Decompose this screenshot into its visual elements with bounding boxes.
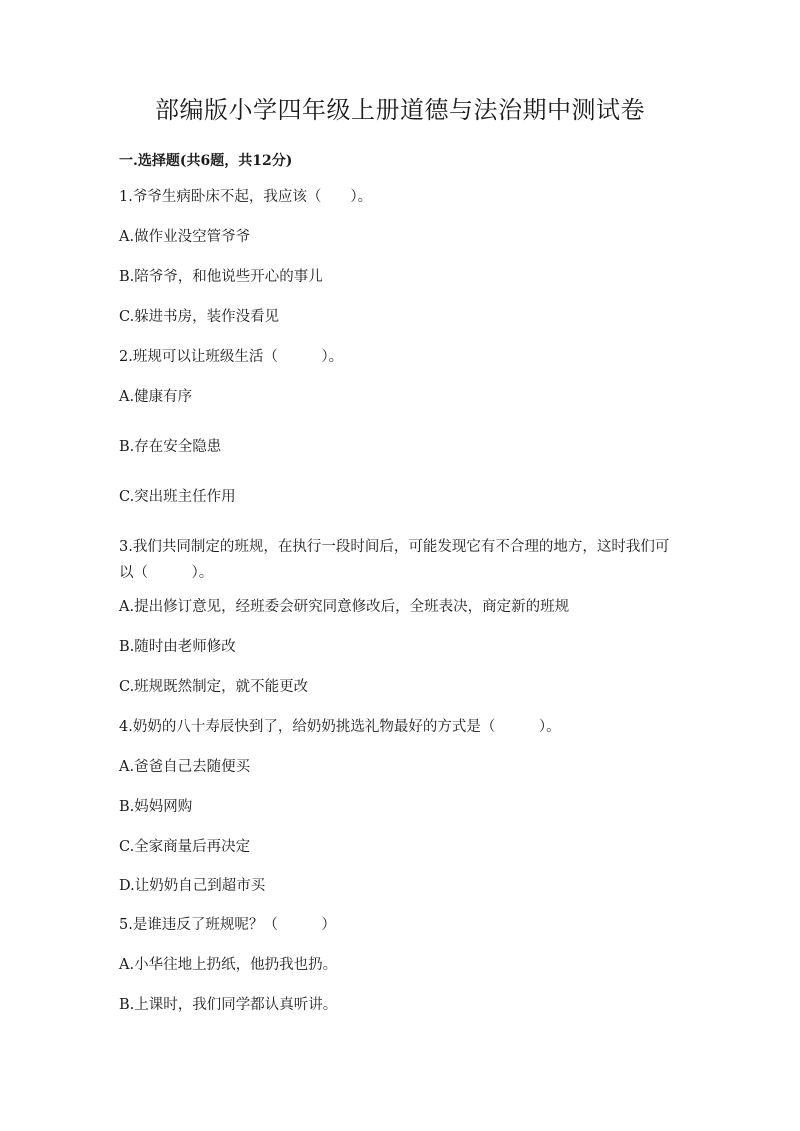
question-4-option-d: D.让奶奶自己到超市买: [119, 878, 266, 894]
question-2-stem: 2.班规可以让班级生活（ ）。: [119, 349, 344, 365]
question-1-stem: 1.爷爷生病卧床不起，我应该（ ）。: [119, 189, 373, 205]
question-1-option-c: C.躲进书房，装作没看见: [119, 309, 280, 325]
question-1-option-a: A.做作业没空管爷爷: [119, 229, 251, 245]
question-1-option-b: B.陪爷爷，和他说些开心的事儿: [119, 269, 323, 285]
question-2-option-c: C.突出班主任作用: [119, 489, 236, 505]
question-3-option-a: A.提出修订意见，经班委会研究同意修改后，全班表决，商定新的班规: [119, 599, 570, 615]
question-5-option-b: B.上课时，我们同学都认真听讲。: [119, 997, 338, 1013]
question-3-option-c: C.班规既然制定，就不能更改: [119, 679, 309, 695]
question-4-stem: 4.奶奶的八十寿辰快到了，给奶奶挑选礼物最好的方式是（ ）。: [119, 719, 561, 735]
page-title: 部编版小学四年级上册道德与法治期中测试卷: [155, 96, 645, 124]
question-3-stem: 3.我们共同制定的班规，在执行一段时间后，可能发现它有不合理的地方，这时我们可以（ ）。: [119, 539, 670, 581]
question-2-option-a: A.健康有序: [119, 389, 193, 405]
question-2-option-b: B.存在安全隐患: [119, 439, 222, 455]
question-5-stem: 5.是谁违反了班规呢？（ ）: [119, 917, 336, 933]
section-heading: 一.选择题(共6题，共12分): [119, 153, 293, 169]
question-5-option-a: A.小华往地上扔纸，他扔我也扔。: [119, 957, 338, 973]
question-4-option-c: C.全家商量后再决定: [119, 839, 251, 855]
question-4-option-a: A.爸爸自己去随便买: [119, 759, 251, 775]
question-3-option-b: B.随时由老师修改: [119, 639, 236, 655]
question-4-option-b: B.妈妈网购: [119, 799, 193, 815]
